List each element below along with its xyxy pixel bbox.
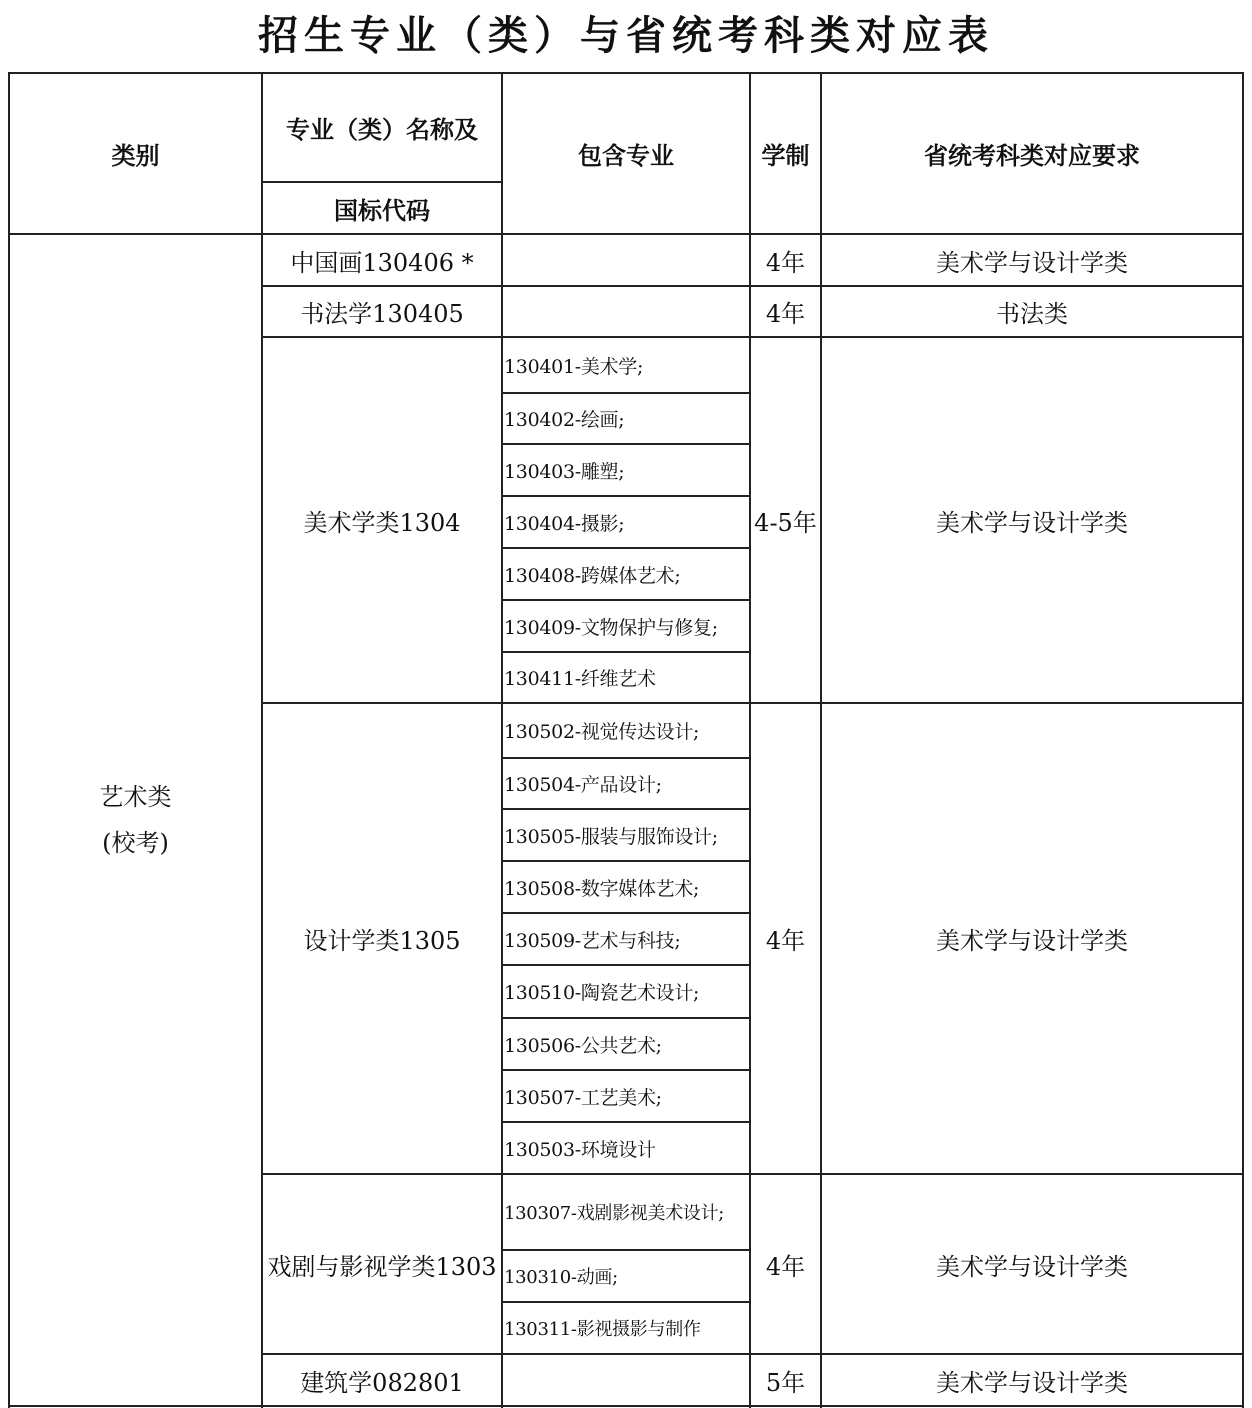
table-divider — [501, 1249, 751, 1251]
requirement-cell: 美术学与设计学类 — [936, 927, 1128, 955]
major-name-cell: 戏剧与影视学类1303 — [267, 1252, 497, 1281]
header-requirement: 省统考科类对应要求 — [924, 142, 1140, 170]
table-divider — [501, 1017, 751, 1019]
table-divider — [261, 181, 503, 183]
duration-cell: 4年 — [765, 300, 806, 328]
included-major-item: 130508-数字媒体艺术; — [504, 877, 700, 900]
duration-cell: 4-5年 — [754, 508, 817, 537]
table-divider — [501, 599, 751, 601]
table-divider — [261, 1353, 1244, 1355]
table-divider — [501, 1069, 751, 1071]
included-major-item: 130509-艺术与科技; — [504, 929, 681, 952]
included-major-item: 130404-摄影; — [504, 512, 625, 535]
header-category: 类别 — [111, 142, 160, 170]
included-major-item: 130408-跨媒体艺术; — [504, 564, 681, 587]
included-major-item: 130507-工艺美术; — [504, 1086, 662, 1109]
duration-cell: 4年 — [765, 1252, 806, 1281]
category-cell — [10, 235, 261, 1405]
included-major-item: 130310-动画; — [504, 1267, 618, 1288]
category-label: 艺术类 — [99, 783, 172, 811]
table-border — [8, 72, 10, 1408]
header-major-name: 专业（类）名称及 — [286, 116, 478, 144]
table-divider — [501, 651, 751, 653]
major-name-cell: 设计学类1305 — [303, 927, 461, 955]
major-name-cell: 美术学类1304 — [303, 508, 461, 537]
included-major-item: 130510-陶瓷艺术设计; — [504, 982, 700, 1004]
duration-cell: 4年 — [765, 248, 806, 277]
requirement-cell: 美术学与设计学类 — [936, 1368, 1128, 1397]
table-divider — [820, 72, 822, 1408]
table-divider — [501, 443, 751, 445]
table-divider — [501, 72, 503, 1408]
table-divider — [501, 392, 751, 394]
header-code: 国标代码 — [334, 196, 430, 225]
table-divider — [261, 285, 1244, 287]
included-major-item: 130504-产品设计; — [504, 774, 662, 796]
major-name-cell: 建筑学082801 — [300, 1368, 464, 1397]
included-major-item: 130402-绘画; — [504, 409, 625, 431]
included-major-item: 130411-纤维艺术 — [504, 668, 656, 690]
table-divider — [501, 1301, 751, 1303]
included-major-item: 130506-公共艺术; — [504, 1034, 662, 1057]
table-divider — [261, 1173, 1244, 1175]
table-divider — [261, 72, 263, 1408]
table-divider — [261, 702, 1244, 704]
table-divider — [501, 757, 751, 759]
table-border — [8, 1405, 1244, 1407]
duration-cell: 4年 — [765, 927, 806, 955]
included-major-item: 130502-视觉传达设计; — [504, 721, 700, 743]
requirement-cell: 美术学与设计学类 — [936, 1252, 1128, 1281]
page-title: 招生专业（类）与省统考科类对应表 — [258, 13, 994, 59]
table-border — [1242, 72, 1244, 1408]
table-divider — [501, 808, 751, 810]
included-major-item: 130403-雕塑; — [504, 460, 625, 483]
table-divider — [501, 912, 751, 914]
header-duration: 学制 — [761, 142, 810, 170]
duration-cell: 5年 — [765, 1368, 806, 1397]
included-major-item: 130401-美术学; — [504, 355, 644, 378]
table-divider — [501, 495, 751, 497]
table-divider — [261, 336, 1244, 338]
table-divider — [501, 547, 751, 549]
table-divider — [8, 233, 1244, 235]
category-note: (校考) — [102, 829, 169, 857]
requirement-cell: 书法类 — [996, 300, 1068, 328]
requirement-cell: 美术学与设计学类 — [936, 248, 1128, 277]
major-name-cell: 书法学130405 — [300, 300, 464, 328]
header-included-majors: 包含专业 — [578, 142, 674, 170]
included-major-item: 130409-文物保护与修复; — [504, 616, 718, 639]
table-divider — [501, 860, 751, 862]
included-major-item: 130311-影视摄影与制作 — [504, 1319, 701, 1340]
included-major-item: 130505-服装与服饰设计; — [504, 825, 718, 848]
major-name-cell: 中国画130406 * — [290, 248, 474, 277]
requirement-cell: 美术学与设计学类 — [936, 508, 1128, 537]
table-divider — [501, 1121, 751, 1123]
table-border — [8, 72, 1244, 74]
included-major-item: 130307-戏剧影视美术设计; — [504, 1203, 725, 1224]
table-divider — [501, 964, 751, 966]
included-major-item: 130503-环境设计 — [504, 1138, 656, 1161]
table-divider — [749, 72, 751, 1408]
